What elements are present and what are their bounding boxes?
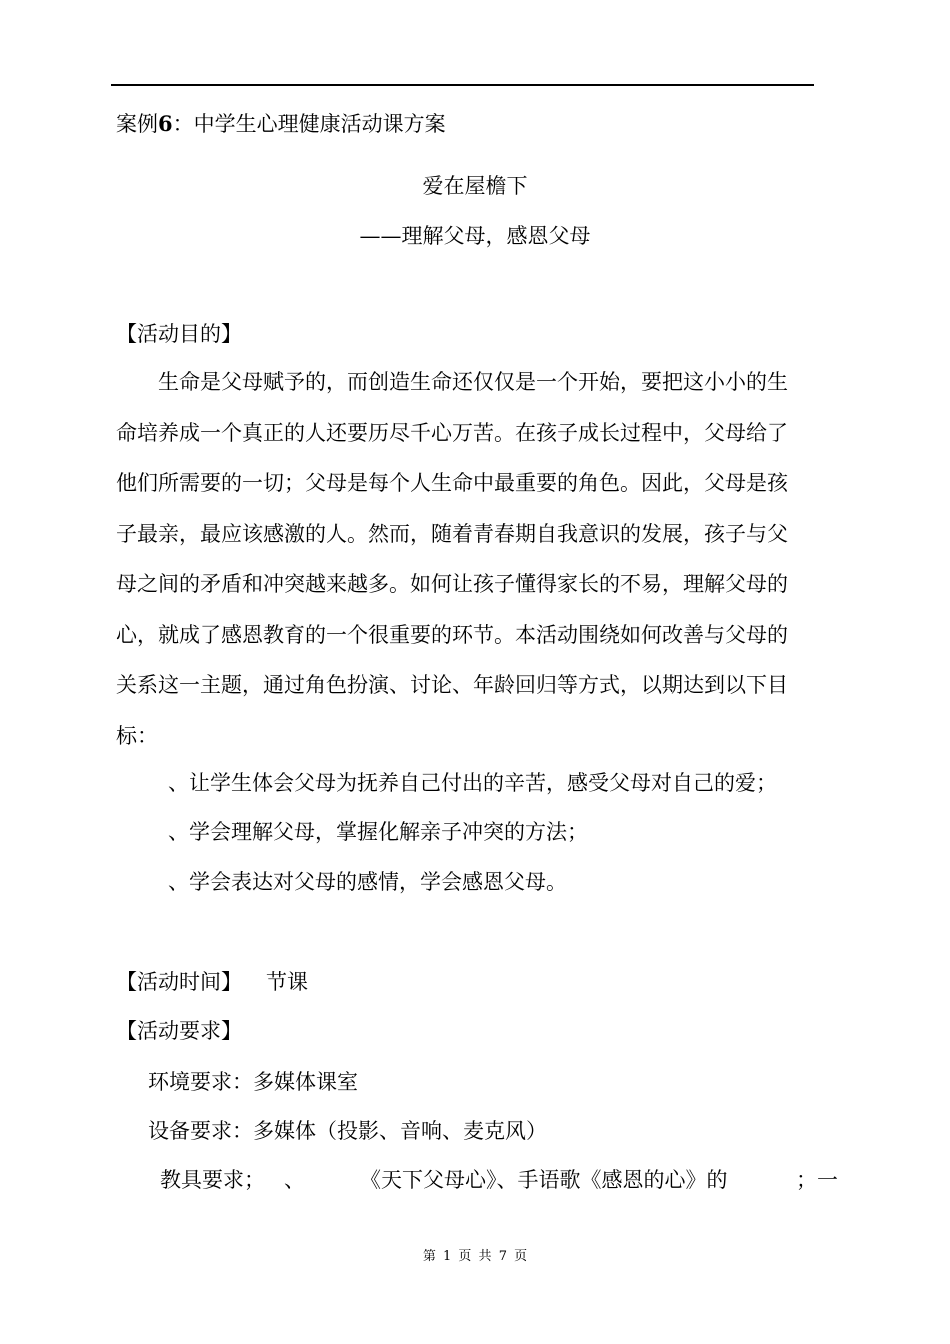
tools-label: 教具要求； xyxy=(160,1168,265,1192)
paragraph-line: 子最亲，最应该感激的人。然而，随着青春期自我意识的发展，孩子与父 xyxy=(116,521,788,546)
tools-items: 《天下父母心》、手语歌《感恩的心》的 xyxy=(360,1168,728,1192)
page-footer: 第 1 页 共 7 页 xyxy=(422,1249,528,1264)
main-title: 爱在屋檐下 xyxy=(422,174,528,198)
goal-item-1: 、让学生体会父母为抚养自己付出的辛苦，感受父母对自己的爱； xyxy=(168,771,777,795)
purpose-paragraph xyxy=(116,357,840,761)
time-value: 节课 xyxy=(266,970,308,994)
paragraph-line: 他们所需要的一切；父母是每个人生命中最重要的角色。因此，父母是孩 xyxy=(116,471,788,495)
case-label: 案例 xyxy=(116,112,158,136)
case-title: ：中学生心理健康活动课方案 xyxy=(172,112,446,136)
tools-separator: 、 xyxy=(284,1168,305,1192)
paragraph-line: 关系这一主题，通过角色扮演、讨论、年龄回归等方式，以期达到以下目 xyxy=(116,673,788,697)
goal-item-3: 、学会表达对父母的感情，学会感恩父母。 xyxy=(168,870,567,894)
purpose-heading: 【活动目的】 xyxy=(116,322,242,346)
goal-item-2: 、学会理解父母，掌握化解亲子冲突的方法； xyxy=(168,820,588,844)
paragraph-line: 命培养成一个真正的人还要历尽千心万苦。在孩子成长过程中，父母给了 xyxy=(116,420,788,445)
paragraph-line: 母之间的矛盾和冲突越来越多。如何让孩子懂得家长的不易，理解父母的 xyxy=(116,572,788,596)
sub-title: ——理解父母，感恩父母 xyxy=(359,224,591,248)
case-number: 6 xyxy=(158,111,173,136)
time-row xyxy=(116,968,308,996)
environment-requirement: 环境要求：多媒体课室 xyxy=(148,1070,358,1094)
header-rule xyxy=(111,84,814,86)
requirements-heading: 【活动要求】 xyxy=(116,1019,242,1043)
paragraph-line: 标： xyxy=(116,723,158,748)
case-heading xyxy=(116,110,446,138)
paragraph-line: 生命是父母赋予的，而创造生命还仅仅是一个开始，要把这小小的生 xyxy=(158,370,788,394)
equipment-requirement: 设备要求：多媒体（投影、音响、麦克风） xyxy=(148,1119,547,1143)
paragraph-line: 心，就成了感恩教育的一个很重要的环节。本活动围绕如何改善与父母的 xyxy=(116,622,788,647)
time-heading: 【活动时间】 xyxy=(116,970,242,994)
tools-tail: ；一 xyxy=(796,1168,838,1192)
